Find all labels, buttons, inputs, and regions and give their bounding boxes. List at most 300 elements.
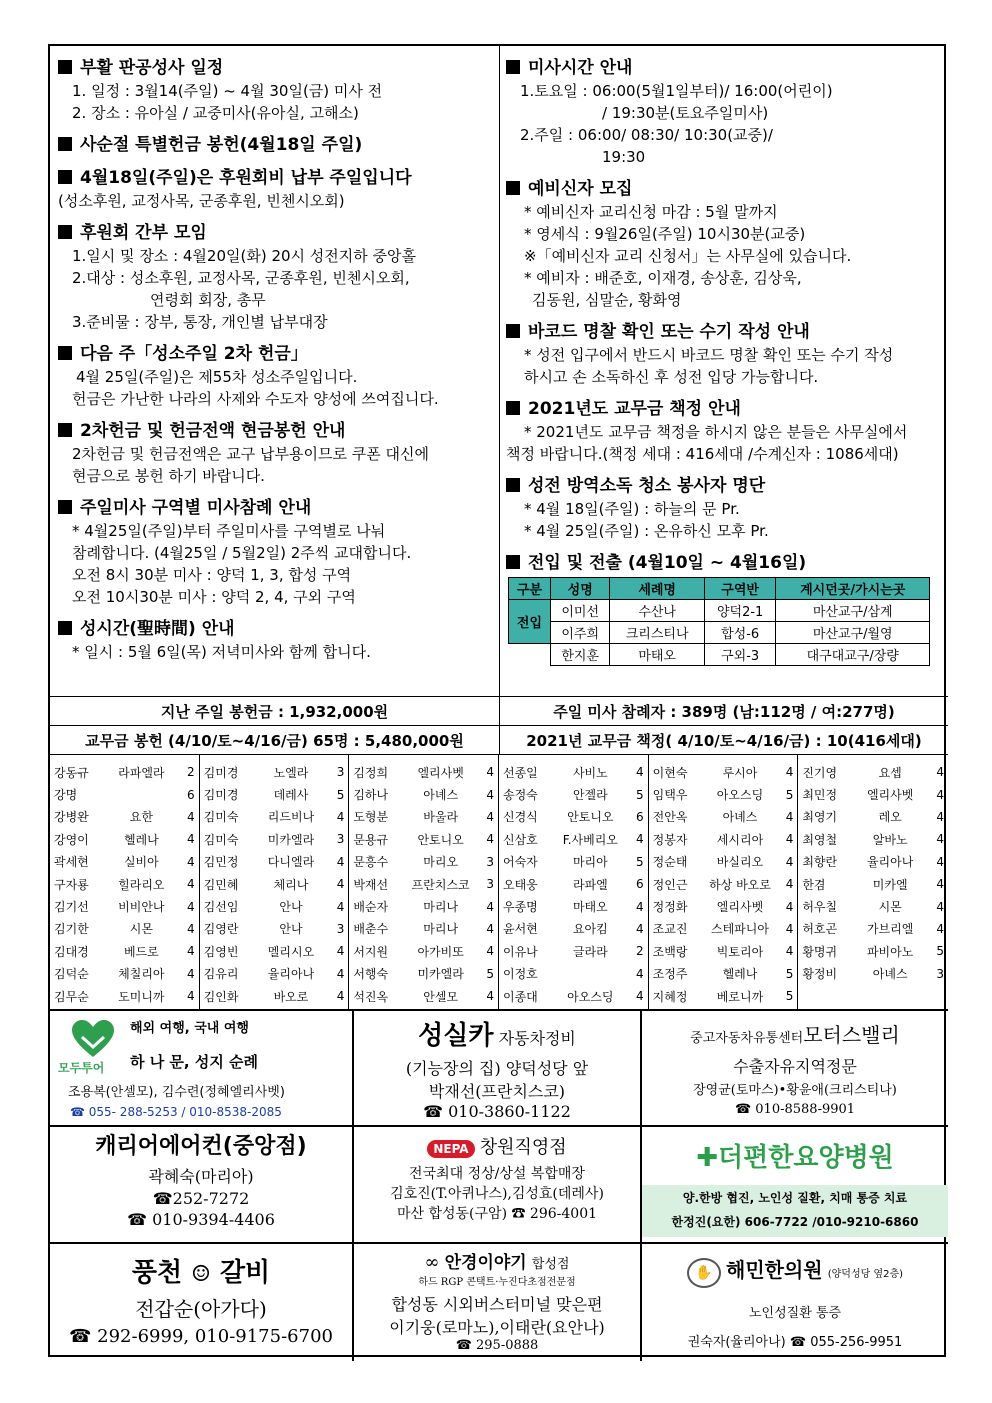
table-cell: 양덕2-1 <box>704 600 776 622</box>
square-bullet-icon <box>506 181 520 195</box>
list-item <box>349 761 498 783</box>
donor-name: 배춘수 <box>353 922 389 937</box>
donor-count: 6 <box>187 787 195 802</box>
list-item <box>798 963 948 985</box>
donor-name: 강병완 <box>54 810 89 825</box>
list-item <box>200 895 349 917</box>
donor-name: 문흥수 <box>353 855 389 870</box>
text-line: * 영세식 : 9월26일(주일) 10시30분(교중) <box>524 225 806 243</box>
list-item <box>200 828 349 850</box>
donor-count: 3 <box>336 832 345 847</box>
donor-name: 황정비 <box>802 967 838 982</box>
section-title: 주일미사 구역별 미사참례 안내 <box>80 498 312 518</box>
donor-saint-name: 아녜스 <box>872 967 908 982</box>
support-dues-section <box>58 166 499 212</box>
donor-count: 2 <box>187 765 195 780</box>
ad-carrier <box>50 1127 354 1244</box>
donor-name: 윤서현 <box>503 922 538 937</box>
donor-name: 황명귀 <box>802 944 838 959</box>
donor-name: 김미숙 <box>203 832 239 847</box>
list-item <box>50 940 199 962</box>
donor-saint-name: 라파엘라 <box>118 765 165 780</box>
ad-text: 수출자유지역정문 <box>733 1057 857 1076</box>
donor-count: 4 <box>936 787 944 802</box>
ad-title: 해민한의원 <box>726 1258 823 1282</box>
list-item <box>200 851 349 873</box>
donor-column <box>499 755 649 1009</box>
donor-count: 4 <box>636 966 644 981</box>
donor-count: 3 <box>486 854 494 869</box>
donor-count: 4 <box>486 765 494 780</box>
donor-count: 4 <box>187 877 195 892</box>
empty-cell <box>509 644 551 666</box>
text-line: 2. 장소 : 유아실 / 교중미사(유아실, 고해소) <box>72 104 359 122</box>
donor-name: 강명 <box>54 788 78 803</box>
donor-saint-name: 바울라 <box>423 810 459 825</box>
ad-text: 전갑순(아가다) <box>135 1297 267 1321</box>
list-item <box>649 985 798 1007</box>
donor-name: 전안옥 <box>652 810 688 825</box>
donor-name: 김정희 <box>353 765 389 780</box>
donor-count: 3 <box>486 877 494 892</box>
ad-haemin <box>642 1244 948 1361</box>
easter-confession-section <box>58 56 499 124</box>
text-line: ※「예비신자 교리 신청서」는 사무실에 있습니다. <box>524 247 852 265</box>
donor-name: 최민정 <box>802 788 838 803</box>
donor-saint-name: 마리아 <box>572 855 608 870</box>
heart-logo-icon <box>70 1019 116 1059</box>
list-item <box>200 806 349 828</box>
donor-count: 2 <box>636 944 644 959</box>
list-item <box>499 985 648 1007</box>
donor-saint-name: 루시아 <box>722 765 758 780</box>
donor-saint-name: 실비아 <box>123 855 159 870</box>
list-item <box>798 851 948 873</box>
donor-name: 임택우 <box>652 788 688 803</box>
donor-name: 강동규 <box>54 765 89 780</box>
donor-name: 허우칠 <box>802 900 838 915</box>
ad-phone: ☎ 010-8588-9901 <box>734 1102 856 1117</box>
donor-saint-name: 멜리시오 <box>267 944 315 959</box>
table-cell: 마산교구/월영 <box>776 622 930 644</box>
donor-saint-name: 아오스딩 <box>716 788 764 803</box>
list-item <box>349 918 498 940</box>
text-line: 책정 바랍니다.(책정 세대 : 416세대 /수계신자 : 1086세대) <box>506 445 899 463</box>
ad-title: 풍천 <box>131 1258 183 1288</box>
list-item <box>798 806 948 828</box>
donor-count: 4 <box>636 921 644 936</box>
donor-count: 4 <box>336 989 345 1004</box>
ad-phone: ☎ 292-6999, 010-9175-6700 <box>69 1326 333 1347</box>
list-item <box>798 783 948 805</box>
donor-saint-name: 아오스딩 <box>567 989 614 1004</box>
ad-title: 안경이야기 <box>444 1253 527 1273</box>
square-bullet-icon <box>506 401 520 415</box>
text-line: 1.토요일 : 06:00(5월1일부터)/ 16:00(어린이) <box>520 82 833 100</box>
table-header-row <box>509 578 930 600</box>
section-title: 바코드 명찰 확인 또는 수기 작성 안내 <box>528 322 810 342</box>
list-item <box>649 806 798 828</box>
list-item <box>798 918 948 940</box>
dues-section <box>506 397 948 465</box>
ad-title: 더편한요양병원 <box>717 1143 894 1173</box>
table-cell: 이주희 <box>550 622 609 644</box>
donor-count: 5 <box>486 966 494 981</box>
donor-count: 4 <box>636 899 644 914</box>
donor-saint-name: 마리나 <box>423 922 459 937</box>
ad-seongsilka <box>354 1011 642 1127</box>
ad-text: 전국최대 정상/상설 복합매장 <box>409 1166 585 1182</box>
list-item <box>499 783 648 805</box>
donor-count: 4 <box>785 765 794 780</box>
donor-saint-name: 베로니까 <box>716 989 764 1004</box>
list-item <box>649 873 798 895</box>
donor-count: 4 <box>187 921 195 936</box>
donor-name: 지혜정 <box>652 989 688 1004</box>
donor-count: 4 <box>336 966 345 981</box>
donor-saint-name: 안토니오 <box>417 832 464 847</box>
donor-name: 김민혜 <box>203 877 239 892</box>
donor-count: 4 <box>187 854 195 869</box>
donor-saint-name: 다니엘라 <box>267 855 315 870</box>
donor-saint-name: 레오 <box>878 810 902 825</box>
donor-count: 3 <box>336 921 345 936</box>
donor-name: 최영기 <box>802 810 838 825</box>
list-item <box>499 963 648 985</box>
text-line: * 4월25일(주일)부터 주일미사를 구역별로 나눠 <box>72 522 386 540</box>
donor-saint-name: 체칠리아 <box>118 967 165 982</box>
donor-saint-name: 하상 바오로 <box>709 877 771 892</box>
ad-title-2: 갈비 <box>219 1258 271 1288</box>
list-item <box>798 873 948 895</box>
list-item <box>798 828 948 850</box>
section-title: 2차헌금 및 헌금전액 현금봉헌 안내 <box>80 421 346 441</box>
brand-name: 모두투어 <box>58 1061 105 1075</box>
medical-cross-icon: ✚ <box>696 1143 718 1173</box>
donor-saint-name: 요한 <box>129 810 153 825</box>
catechumen-section <box>506 177 948 311</box>
donor-name: 정봉자 <box>652 832 688 847</box>
text-line: 김동원, 심말순, 황화영 <box>532 291 682 309</box>
donor-name: 김영빈 <box>203 944 239 959</box>
donor-count: 6 <box>636 809 644 824</box>
donor-name: 한겸 <box>802 877 826 892</box>
donor-saint-name: 사비노 <box>572 765 608 780</box>
ad-text: 양.한방 협진, 노인성 질환, 치매 통증 치료 <box>682 1191 908 1205</box>
donor-count: 4 <box>936 832 944 847</box>
table-cell: 한지훈 <box>550 644 609 666</box>
donor-name: 신경식 <box>503 810 538 825</box>
donor-saint-name: 리드비나 <box>267 810 315 825</box>
list-item <box>349 940 498 962</box>
list-item <box>349 895 498 917</box>
donor-count: 4 <box>936 877 944 892</box>
donor-saint-name: F.사베리오 <box>562 832 618 847</box>
bulletin-page <box>48 44 946 1357</box>
donor-count: 4 <box>785 899 794 914</box>
table-cell: 이미선 <box>550 600 609 622</box>
mass-attendance: 주일 미사 참례자 : 389명 (남:112명 / 여:277명) <box>553 702 895 721</box>
list-item <box>649 783 798 805</box>
donor-saint-name: 아가비또 <box>417 944 464 959</box>
donor-name: 김미경 <box>203 788 239 803</box>
dues-summary-bar <box>50 725 948 754</box>
donor-count: 4 <box>785 809 794 824</box>
ad-subtitle: 중고자동차유통센터 <box>690 1031 804 1046</box>
donor-saint-name: 안젤라 <box>572 788 608 803</box>
list-item <box>649 940 798 962</box>
list-item <box>349 963 498 985</box>
list-item <box>50 783 199 805</box>
donor-saint-name: 세시리아 <box>716 832 764 847</box>
donor-count: 4 <box>187 899 195 914</box>
nepa-logo-icon: NEPA <box>427 1140 474 1158</box>
list-item <box>499 828 648 850</box>
list-item <box>649 963 798 985</box>
mass-times-section <box>506 56 948 168</box>
donor-name: 김미경 <box>203 765 239 780</box>
ad-subtitle: (양덕성당 옆2층) <box>827 1269 904 1280</box>
donor-count: 5 <box>785 966 794 981</box>
section-title: 성시간(聖時間) 안내 <box>80 619 235 639</box>
square-bullet-icon <box>506 478 520 492</box>
ad-title: 성실카 <box>418 1021 494 1051</box>
donor-saint-name: 노엘라 <box>273 765 309 780</box>
text-line: 1. 일정 : 3월14(주일) ~ 4월 30일(금) 미사 전 <box>72 82 383 100</box>
table-cell: 구외-3 <box>704 644 776 666</box>
donor-saint-name: 마리오 <box>423 855 459 870</box>
list-item <box>798 761 948 783</box>
donor-saint-name: 시몬 <box>129 922 153 937</box>
left-column <box>50 46 500 696</box>
list-item <box>50 828 199 850</box>
donor-count: 4 <box>336 809 345 824</box>
donor-saint-name: 파비아노 <box>866 944 914 959</box>
list-item <box>649 851 798 873</box>
square-bullet-icon <box>58 170 72 184</box>
table-cell: 크리스티나 <box>610 622 704 644</box>
text-line: * 2021년도 교무금 책정을 하시지 않은 분들은 사무실에서 <box>524 423 908 441</box>
ad-text: 조용복(안셀모), 김수련(정혜엘리사벳) <box>68 1085 285 1100</box>
square-bullet-icon <box>506 555 520 569</box>
donor-saint-name: 바오로 <box>273 989 309 1004</box>
cleaning-section <box>506 474 948 542</box>
table-cell: 마태오 <box>610 644 704 666</box>
donor-saint-name: 바실리오 <box>716 855 764 870</box>
ad-subtitle: 자동차정비 <box>498 1029 576 1048</box>
donor-name: 이정호 <box>503 967 538 982</box>
donor-count: 4 <box>486 899 494 914</box>
donor-saint-name: 스테파니아 <box>711 922 769 937</box>
ad-text: 합성동 시외버스터미널 맞은편 <box>391 1295 603 1314</box>
text-line: * 예비신자 교리신청 마감 : 5월 말까지 <box>524 203 778 221</box>
list-item <box>499 806 648 828</box>
text-line: 2차헌금 및 헌금전액은 교구 납부용이므로 쿠폰 대신에 <box>72 445 429 463</box>
square-bullet-icon <box>58 225 72 239</box>
list-item <box>200 783 349 805</box>
table-cell: 대구대교구/장량 <box>776 644 930 666</box>
donor-count: 4 <box>785 921 794 936</box>
donor-saint-name: 안나 <box>279 900 303 915</box>
list-item <box>349 873 498 895</box>
donor-saint-name: 율리아나 <box>866 855 914 870</box>
section-title: 후원회 간부 모임 <box>80 223 207 243</box>
ad-phone: ☎ 055- 288-5253 / 010-8538-2085 <box>70 1105 282 1119</box>
donor-name: 구자룡 <box>54 877 89 892</box>
text-line: 19:30 <box>602 148 646 166</box>
donor-count: 4 <box>486 944 494 959</box>
donor-name: 송정숙 <box>503 788 538 803</box>
donor-saint-name: 아녜스 <box>722 810 758 825</box>
donor-name: 허호곤 <box>802 922 838 937</box>
ad-text: 김호진(T.아퀴나스),김성효(데레사) <box>390 1186 604 1202</box>
table-row <box>509 622 930 644</box>
donor-name: 조교진 <box>652 922 688 937</box>
list-item <box>349 806 498 828</box>
donor-name: 배순자 <box>353 900 389 915</box>
clinic-logo-icon: ✋ <box>687 1258 721 1288</box>
donor-count: 5 <box>785 787 794 802</box>
donor-column <box>349 755 499 1009</box>
square-bullet-icon <box>506 60 520 74</box>
table-row <box>509 600 930 622</box>
donor-name: 조정주 <box>652 967 688 982</box>
donor-saint-name: 비비안나 <box>118 900 165 915</box>
donor-saint-name: 미카엘라 <box>417 967 464 982</box>
ad-title: 캐리어에어컨(중앙점) <box>95 1134 307 1159</box>
text-line: 헌금은 가난한 나라의 사제와 수도자 양성에 쓰여집니다. <box>72 390 439 408</box>
list-item <box>200 873 349 895</box>
donor-saint-name: 안나 <box>279 922 303 937</box>
donor-saint-name: 데레사 <box>273 788 309 803</box>
donor-name: 김선임 <box>203 900 239 915</box>
list-item <box>349 851 498 873</box>
donor-name: 김기한 <box>54 922 89 937</box>
list-item <box>499 873 648 895</box>
donor-count: 4 <box>336 899 345 914</box>
donor-saint-name: 가브리엘 <box>866 922 914 937</box>
donor-name: 서행숙 <box>353 967 389 982</box>
donor-name: 정인근 <box>652 877 688 892</box>
donor-name: 정순태 <box>652 855 688 870</box>
donor-saint-name: 알바노 <box>872 832 908 847</box>
donor-name: 이현숙 <box>652 765 688 780</box>
moves-table <box>508 577 930 666</box>
donor-column <box>649 755 799 1009</box>
section-title: 다음 주「성소주일 2차 헌금」 <box>80 344 308 364</box>
donor-name: 김영란 <box>203 922 239 937</box>
donor-count: 4 <box>936 899 944 914</box>
text-line: * 4월 18일(주일) : 하늘의 문 Pr. <box>524 500 740 518</box>
ad-text: 장영균(토마스)•황윤애(크리스티나) <box>693 1083 897 1098</box>
donor-list <box>50 754 948 1009</box>
ad-text: (기능장의 집) 양덕성당 앞 <box>405 1059 589 1078</box>
donor-saint-name: 마리나 <box>423 900 459 915</box>
donor-count: 4 <box>785 944 794 959</box>
text-line: 오전 8시 30분 미사 : 양덕 1, 3, 합성 구역 <box>72 566 352 584</box>
list-item <box>200 985 349 1007</box>
category-cell: 전입 <box>509 600 551 644</box>
donor-saint-name: 요아킴 <box>572 922 608 937</box>
section-title: 2021년도 교무금 책정 안내 <box>528 399 741 419</box>
square-bullet-icon <box>58 60 72 74</box>
moves-section <box>506 551 948 666</box>
list-item <box>499 761 648 783</box>
donor-count: 5 <box>936 944 944 959</box>
ad-phone: ☎ 010-3860-1122 <box>423 1102 571 1121</box>
donor-count: 3 <box>336 765 345 780</box>
section-title: 4월18일(주일)은 후원회비 납부 주일입니다 <box>80 168 412 188</box>
table-header: 구역반 <box>704 578 776 600</box>
donor-name: 김기선 <box>54 900 89 915</box>
donor-saint-name: 시몬 <box>878 900 902 915</box>
list-item <box>649 918 798 940</box>
donor-count: 6 <box>636 877 644 892</box>
district-mass-section <box>58 496 499 608</box>
donor-name: 이종대 <box>503 989 538 1004</box>
list-item <box>50 963 199 985</box>
text-line: 4월 25일(주일)은 제55차 성소주일입니다. <box>76 368 358 386</box>
donor-name: 도형분 <box>353 810 389 825</box>
square-bullet-icon <box>58 500 72 514</box>
text-line: 오전 10시30분 미사 : 양덕 2, 4, 구외 구역 <box>72 588 356 606</box>
offering-summary-bar <box>50 696 948 725</box>
donor-name: 김미숙 <box>203 810 239 825</box>
text-line: 하시고 손 소독하신 후 성전 입당 가능합니다. <box>524 368 819 386</box>
ad-text: 노인성질환 통증 <box>748 1305 842 1321</box>
meeting-section <box>58 221 499 333</box>
donor-saint-name: 헬레나 <box>722 967 758 982</box>
list-item <box>649 828 798 850</box>
donor-count: 5 <box>336 787 345 802</box>
table-header: 구분 <box>509 578 551 600</box>
donor-name: 김대경 <box>54 944 89 959</box>
donor-count: 5 <box>636 854 644 869</box>
donor-count: 4 <box>785 854 794 869</box>
donor-name: 석진옥 <box>353 989 389 1004</box>
list-item <box>50 918 199 940</box>
ad-motorsvalley <box>642 1011 948 1127</box>
donor-count: 4 <box>636 989 644 1004</box>
donor-column <box>798 755 948 1009</box>
list-item <box>50 895 199 917</box>
donor-name: 최향란 <box>802 855 838 870</box>
second-offering-section <box>58 419 499 487</box>
donor-saint-name: 체리나 <box>273 877 309 892</box>
donor-name: 조백랑 <box>652 944 688 959</box>
text-line: * 성전 입구에서 반드시 바코드 명찰 확인 또는 수기 작성 <box>524 346 894 364</box>
donor-count: 4 <box>187 832 195 847</box>
table-header: 세례명 <box>610 578 704 600</box>
donor-name: 김유리 <box>203 967 239 982</box>
donor-saint-name: 도미니까 <box>118 989 165 1004</box>
section-title: 부활 판공성사 일정 <box>80 58 224 78</box>
list-item <box>499 851 648 873</box>
list-item <box>649 761 798 783</box>
donor-count: 4 <box>336 854 345 869</box>
square-bullet-icon <box>506 324 520 338</box>
table-cell: 수산나 <box>610 600 704 622</box>
donor-name: 곽세현 <box>54 855 89 870</box>
donor-saint-name: 안셀모 <box>423 989 459 1004</box>
donor-name: 어숙자 <box>503 855 538 870</box>
donor-column <box>200 755 350 1009</box>
ad-modetour <box>50 1011 354 1127</box>
list-item <box>200 940 349 962</box>
donor-name: 신삼호 <box>503 832 538 847</box>
donor-count: 4 <box>336 877 345 892</box>
text-line: * 예비자 : 배준호, 이재경, 송상훈, 김상욱, <box>524 269 802 287</box>
